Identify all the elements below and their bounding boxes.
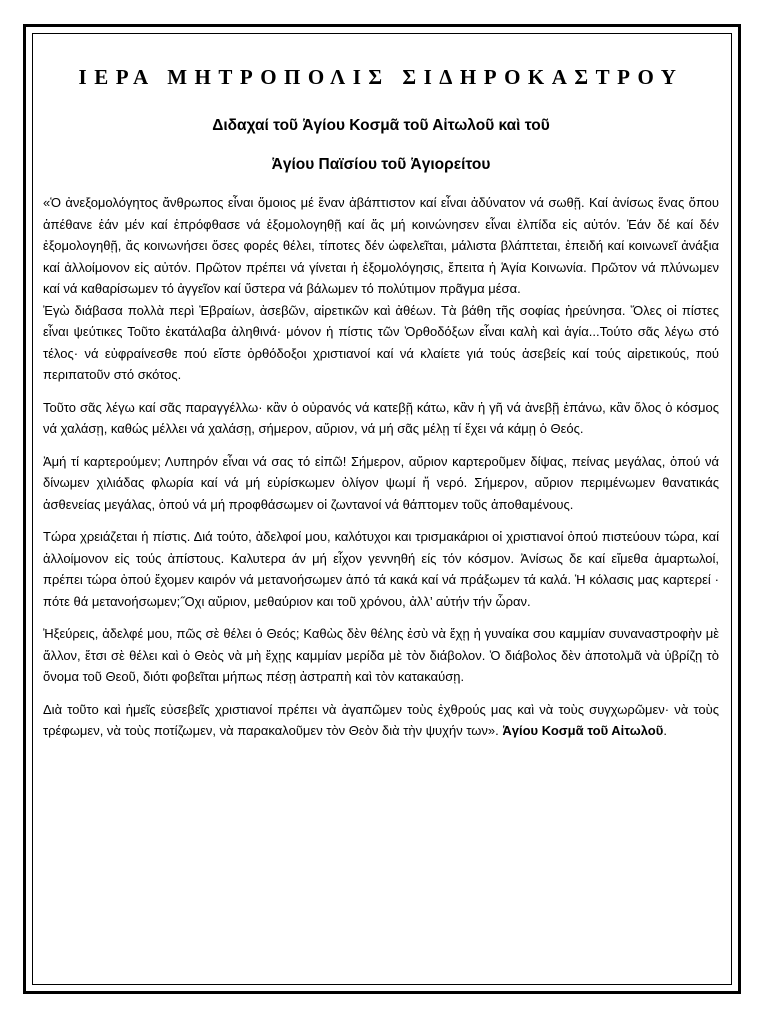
paragraph-1: «Ὁ ἀνεξομολόγητος ἄνθρωπος εἶναι ὅμοιος μέ ἕναν ἀβάπτιστον καί εἶναι ἀδύνατον νά σωθῇ. Καί ἀνίσως ἕνας ὅπου ἀπέθανε ἐάν μέν καί ἐπρόφθασε νά ἐξομολογηθῇ καί ἄς μή κοινώνησεν εἶναι ἐλπίδα εἰς αὐτόν. Ἐάν δέ καί δέν ἐξομολογηθῇ, ἄς κοινωνήσει ὅσες φορές θέλει, τίποτες δέν ὠφελεῖται, μάλιστα βλάπτεται, ἐπειδή καί κοινωνεῖ ἀνάξια καί ἀλλοίμονον εἰς αὐτόν. Πρῶτον πρέπει νά γίνεται ἡ ἐξομολόγησις, ἔπειτα ἡ Ἁγία Κοινωνία. Πρῶτον νά πλύνωμεν καί νά καθαρίσωμεν τό ἀγγεῖον καί ὕστερα νά βάλωμεν τό πολύτιμον πρᾶγμα μέσα. [43,195,719,296]
paragraph-6: Ἠξεύρεις, ἀδελφέ μου, πῶς σὲ θέλει ὁ Θεός; Καθὼς δὲν θέλης ἐσὺ νὰ ἔχῃ ἡ γυναίκα σου καμμίαν συναναστροφὴν μὲ ἄλλον, ἔτσι σὲ θέλει καὶ ὁ Θεὸς νὰ μὴ ἔχῃς καμμίαν μερίδα μὲ τὸν διάβολον. Ὁ διάβολος δὲν ἀποτολμᾶ νὰ ὑβρίζῃ τὸ ὄνομα τοῦ Θεοῦ, διότι φοβεῖται μήπως πέσῃ ἀστραπὴ καὶ τὸν κατακαύσῃ. [43,626,719,684]
document-content [43,62,719,742]
document-body [43,192,719,742]
subtitle-line-1: Διδαχαί τοῦ Ἁγίου Κοσμᾶ τοῦ Αἰτωλοῦ καὶ τοῦ [212,117,550,134]
paragraph-5: Τώρα χρειάζεται ἡ πίστις. Διά τούτο, ἀδελφοί μου, καλότυχοι και τρισμακάριοι οἱ χριστιανοί ὀπού πιστεύουν τώρα, καί ἀλλοίμονον εἰς τούς ἀπίστους. Καλυτερα άν μή εἶχον γεννηθή είς τόν κόσμον. Ἀνίσως δε καί εἴμεθα ἁμαρτωλοί, πρέπει τώρα ὀπού ἔχομεν καιρόν νά μετανοήσωμεν ἀπό τά κακά καί νά πράξωμεν τά καλά. Ἡ κόλασις μας καρτερεί · πότε θά μετανοήσωμεν;˝Οχι αὔριον, μεθαύριον και τοῦ χρόνου, ἀλλ’ αὐτήν τήν ὧραν. [43,529,719,609]
paragraph-4: Ἀμή τί καρτερούμεν; Λυπηρόν εἶναι νά σας τό εἰπῶ! Σήμερον, αὔριον καρτεροῦμεν δίψας, πείνας μεγάλας, ὁπού νά δίνωμεν χιλιάδας φλωρία καί νά μή εὑρίσκωμεν ὀλίγον ψωμί ἤ νερό. Σήμερον, αὔριον περιμένωμεν θανατικάς ἀσθενείας μεγάλας, ὁπού νά μή προφθάσωμεν οἱ ζωντανοί νά θάπτομεν τοῦς ἀποθαμένους. [43,453,719,512]
page-heading: ΙΕΡΑ ΜΗΤΡΟΠΟΛΙΣ ΣΙΔΗΡΟΚΑΣΤΡΟΥ [78,65,684,89]
paragraph-3: Τοῦτο σᾶς λέγω καί σᾶς παραγγέλλω· κἂν ὁ οὐρανός νά κατεβῇ κάτω, κἂν ἡ γῆ νά ἀνεβῇ ἐπάνω, κἂν ὅλος ὁ κόσμος νά χαλάσῃ, καθώς μέλλει νά χαλάσῃ, σήμερον, αὔριον, νά μή σᾶς μέλῃ τί ἔχει νά κάμῃ ὁ Θεός. [43,399,719,436]
subtitle-line-2: Ἁγίου Παϊσίου τοῦ Ἁγιορείτου [271,156,491,173]
attribution: Ἁγίου Κοσμᾶ τοῦ Αἰτωλοῦ [502,723,664,738]
paragraph-2: Ἐγὼ διάβασα πολλὰ περὶ Ἑβραίων, ἀσεβῶν, αἱρετικῶν καὶ ἀθέων. Τὰ βάθη τῆς σοφίας ἠρεύνησα. Ὅλες οἱ πίστες εἶναι ψεύτικες Τοῦτο ἐκατάλαβα ἀληθινά· μόνον ἡ πίστις τῶν Ὀρθοδόξων εἶναι καλὴ καὶ ἁγία...Τούτο σᾶς λέγω στό τέλος· νά εὐφραίνεσθε πού εἴστε ὀρθόδοξοι χριστιανοί καί νά κλαίετε γιά τούς ἀσεβείς καί τούς αἱρετικούς, πού περιπατοῦν στό σκότος. [43,302,719,382]
paragraph-7-text: Διὰ τοῦτο καὶ ἡμεῖς εὐσεβεῖς χριστιανοί πρέπει νὰ ἀγαπῶμεν τοὺς ἐχθρούς μας καὶ νὰ τοὺς συγχωρῶμεν· νὰ τοὺς τρέφωμεν, νὰ τοὺς ποτίζωμεν, νὰ παρακαλοῦμεν τὸν Θεὸν διὰ τὴν ψυχήν των». [43,701,719,738]
paragraph-7 [43,699,719,742]
attribution-end: . [663,723,667,738]
